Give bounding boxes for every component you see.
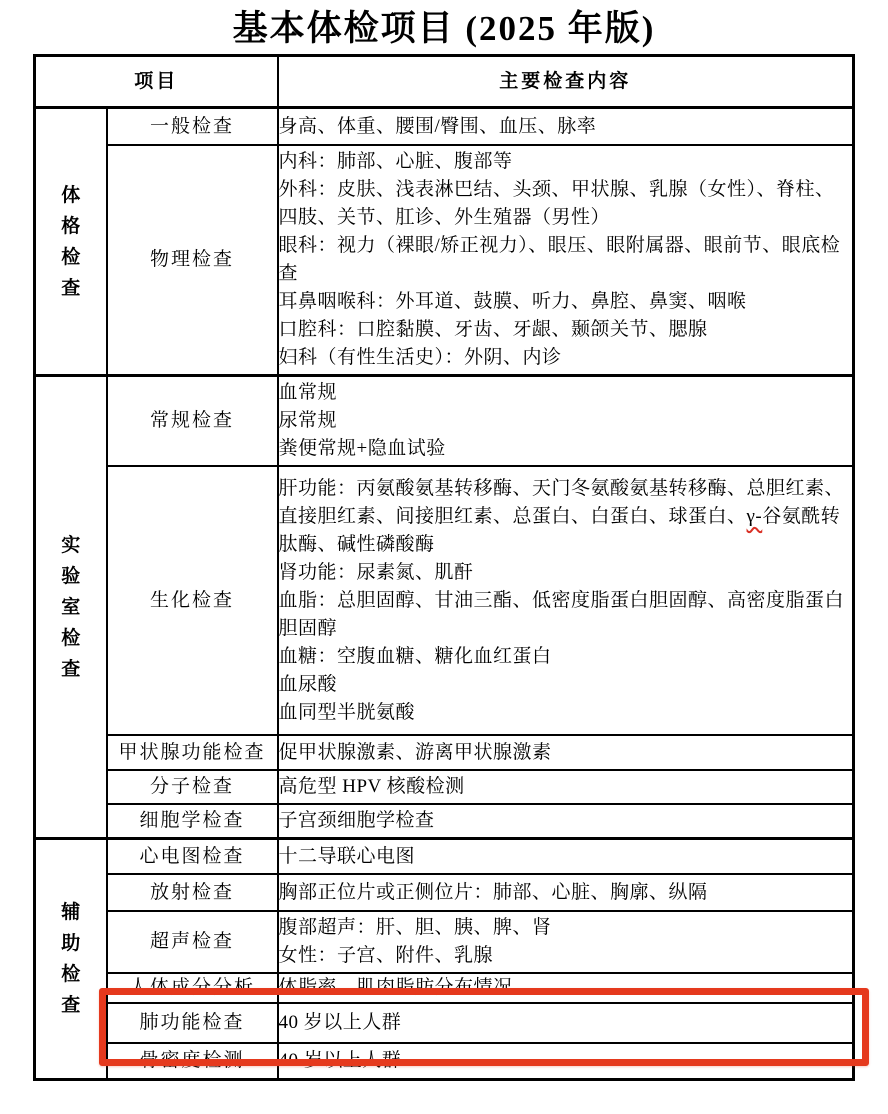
category-label: 辅助检查 [61, 902, 81, 1016]
category-cell-laboratory-exam [35, 376, 107, 839]
content-line: 眼科：视力（裸眼/矫正视力）、眼压、眼附属器、眼前节、眼底检查 [278, 235, 841, 284]
item-cell-ultrasound: 超声检查 [107, 911, 278, 973]
content-line: 血尿酸 [278, 673, 338, 695]
item-cell-physical-check: 物理检查 [107, 145, 278, 376]
page-title: 基本体检项目 (2025 年版) [232, 9, 656, 48]
content-line: 体脂率、肌肉脂肪分布情况 [278, 977, 513, 998]
content-line: 子宫颈细胞学检查 [278, 810, 435, 831]
content-line: 内科：肺部、心脏、腹部等 [278, 151, 513, 172]
content-cell-ultrasound [278, 911, 854, 973]
header-cell-item: 项目 [35, 56, 278, 108]
content-line: 血糖：空腹血糖、糖化血红蛋白 [278, 645, 552, 667]
item-cell-radiology: 放射检查 [107, 874, 278, 911]
exam-table [33, 54, 855, 1081]
content-cell-molecular-test [278, 770, 854, 804]
content-line: 高危型 HPV 核酸检测 [278, 776, 465, 797]
content-line: 腹部超声：肝、胆、胰、脾、肾 [278, 917, 552, 938]
content-cell-general-exam [278, 108, 854, 146]
content-cell-bone-density [278, 1043, 854, 1080]
content-line: 女性：子宫、附件、乳腺 [278, 945, 494, 966]
content-cell-biochemistry [278, 466, 854, 735]
content-cell-pulmonary-function [278, 1003, 854, 1043]
item-cell-ecg: 心电图检查 [107, 839, 278, 875]
table-row-ultrasound [35, 911, 854, 973]
table-row-thyroid-function [35, 735, 854, 770]
content-line: 40 岁以上人群 [278, 1012, 402, 1033]
content-line: 尿常规 [278, 410, 338, 431]
table-row-cytology [35, 804, 854, 839]
category-label: 体格检查 [61, 184, 81, 299]
content-line: 妇科（有性生活史）：外阴、内诊 [278, 347, 562, 368]
table-row-body-composition [35, 973, 854, 1003]
content-cell-radiology [278, 874, 854, 911]
content-cell-thyroid-function [278, 735, 854, 770]
table-row-general-exam [35, 108, 854, 146]
content-cell-ecg [278, 839, 854, 875]
table-row-radiology [35, 874, 854, 911]
content-line: 十二导联心电图 [278, 845, 416, 867]
item-cell-routine-tests: 常规检查 [107, 376, 278, 467]
item-cell-biochemistry: 生化检查 [107, 466, 278, 735]
category-cell-auxiliary-exam [35, 839, 107, 1080]
content-line: 血同型半胱氨酸 [278, 701, 416, 723]
content-line: 40 岁以上人群 [278, 1050, 402, 1071]
content-line: 粪便常规+隐血试验 [278, 438, 446, 459]
gamma-term-spellcheck-underline: γ- [746, 505, 763, 527]
content-line: 肾功能：尿素氮、肌酐 [278, 561, 474, 583]
item-cell-pulmonary-function: 肺功能检查 [107, 1003, 278, 1043]
table-row-routine-tests [35, 376, 854, 467]
content-cell-cytology [278, 804, 854, 839]
table-row-physical-check [35, 145, 854, 376]
liver-function-text-tail: 谷氨酰转肽酶、碱性磷酸酶 [278, 505, 841, 555]
content-cell-body-composition [278, 973, 854, 1003]
content-line: 口腔科：口腔黏膜、牙齿、牙龈、颞颌关节、腮腺 [278, 319, 708, 340]
table-row-biochemistry [35, 466, 854, 735]
category-cell-physical-exam [35, 108, 107, 376]
content-line: 促甲状腺激素、游离甲状腺激素 [278, 741, 552, 763]
content-cell-routine-tests [278, 376, 854, 467]
category-label: 实验室检查 [61, 534, 81, 680]
liver-function-text: 肝功能：丙氨酸氨基转移酶、天门冬氨酸氨基转移酶、总胆红素、直接胆红素、间接胆红素、总蛋白、白蛋白、球蛋白、 [278, 477, 845, 527]
item-cell-molecular-test: 分子检查 [107, 770, 278, 804]
item-cell-bone-density: 骨密度检测 [107, 1043, 278, 1080]
table-row-bone-density [35, 1043, 854, 1080]
item-cell-general-exam: 一般检查 [107, 108, 278, 146]
table-header-row [35, 56, 854, 108]
content-line: 身高、体重、腰围/臀围、血压、脉率 [278, 115, 597, 137]
header-cell-content: 主要检查内容 [278, 56, 854, 108]
content-line: 胸部正位片或正侧位片：肺部、心脏、胸廓、纵隔 [278, 881, 708, 903]
item-cell-body-composition: 人体成分分析 [107, 973, 278, 1003]
content-line-liver-function [279, 475, 853, 559]
content-line: 耳鼻咽喉科：外耳道、鼓膜、听力、鼻腔、鼻窦、咽喉 [278, 291, 747, 312]
content-line: 血常规 [278, 382, 338, 403]
table-row-ecg [35, 839, 854, 875]
content-line: 血脂：总胆固醇、甘油三酯、低密度脂蛋白胆固醇、高密度脂蛋白胆固醇 [278, 589, 845, 639]
item-cell-cytology: 细胞学检查 [107, 804, 278, 839]
table-row-pulmonary-function [35, 1003, 854, 1043]
content-line: 外科：皮肤、浅表淋巴结、头颈、甲状腺、乳腺（女性）、脊柱、四肢、关节、肛诊、外生殖器（男性） [278, 179, 835, 228]
item-cell-thyroid-function: 甲状腺功能检查 [107, 735, 278, 770]
content-cell-physical-check [278, 145, 854, 376]
table-row-molecular-test [35, 770, 854, 804]
